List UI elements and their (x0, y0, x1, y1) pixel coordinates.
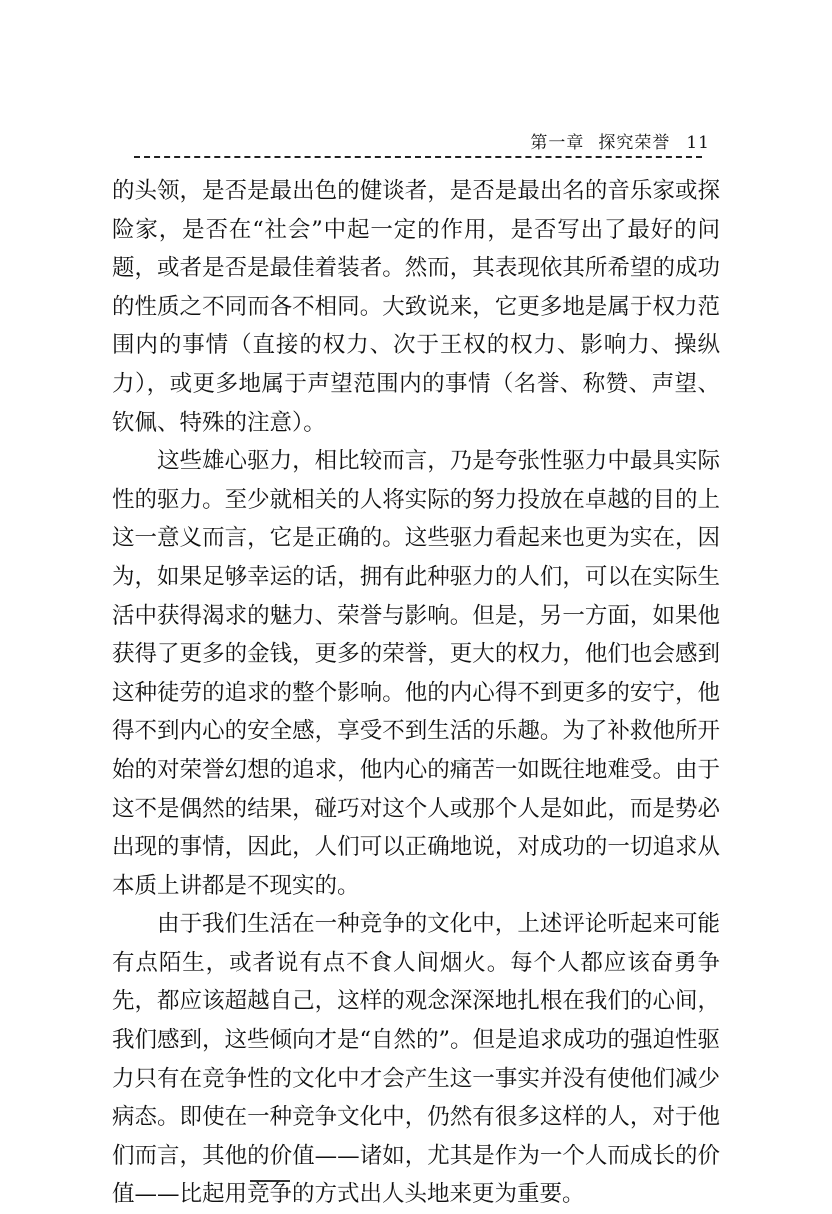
running-header (530, 128, 710, 153)
header-rule (134, 156, 702, 158)
body-text (112, 172, 720, 1214)
paragraph-continued: 的头领，是否是最出色的健谈者，是否是最出名的音乐家或探险家，是否在“社会”中起一定的作用，是否写出了最好的问题，或者是否是最佳着装者。然而，其表现依其所希望的成功的性质之不同而各不相同。大致说来，它更多地是属于权力范围内的事情（直接的权力、次于王权的权力、影响力、操纵力），或更多地属于声望范围内的事情（名誉、称赞、声望、钦佩、特殊的注意）。 (112, 178, 720, 436)
footer-mark (250, 1180, 290, 1182)
chapter-title: 探究荣誉 (598, 133, 671, 153)
paragraph: 这些雄心驱力，相比较而言，乃是夸张性驱力中最具实际性的驱力。至少就相关的人将实际的努力投放在卓越的目的上这一意义而言，它是正确的。这些驱力看起来也更为实在，因为，如果足够幸运的话，拥有此种驱力的人们，可以在实际生活中获得渴求的魅力、荣誉与影响。但是，另一方面，如果他获得了更多的金钱，更多的荣誉，更大的权力，他们也会感到这种徒劳的追求的整个影响。他的内心得不到更多的安宁，他得不到内心的安全感，享受不到生活的乐趣。为了补救他所开始的对荣誉幻想的追求，他内心的痛苦一如既往地难受。由于这不是偶然的结果，碰巧对这个人或那个人是如此，而是势必出现的事情，因此，人们可以正确地说，对成功的一切追求从本质上讲都是不现实的。 (112, 448, 720, 899)
page-number: 11 (686, 133, 710, 153)
paragraph: 由于我们生活在一种竞争的文化中，上述评论听起来可能有点陌生，或者说有点不食人间烟火。每个人都应该奋勇争先，都应该超越自己，这样的观念深深地扎根在我们的心间，我们感到，这些倾向才是“自然的”。但是追求成功的强迫性驱力只有在竞争性的文化中才会产生这一事实并没有使他们减少病态。即使在一种竞争文化中，仍然有很多这样的人，对于他们而言，其他的价值——诸如，尤其是作为一个人而成长的价值——比起用竞争的方式出人头地来更为重要。 (112, 911, 721, 1208)
chapter-label: 第一章 (530, 133, 585, 153)
